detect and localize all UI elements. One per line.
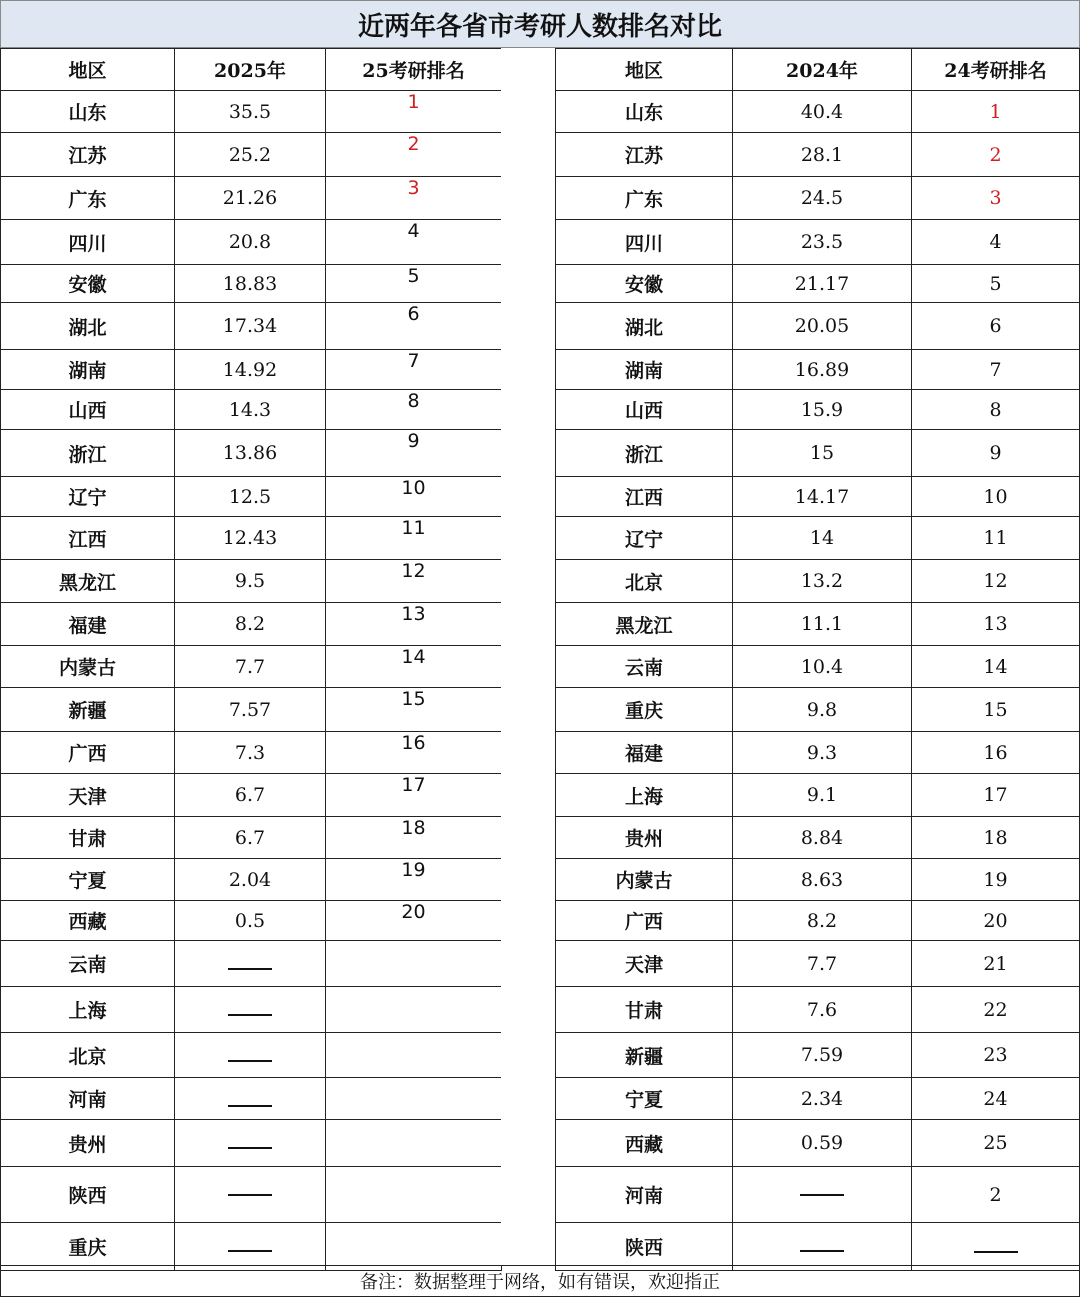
value-cell: 28.1	[733, 133, 912, 177]
value-cell: 20.8	[175, 220, 326, 265]
rank-cell: 15	[912, 688, 1080, 732]
rank-cell: 12	[326, 560, 502, 603]
region-cell: 河南	[1, 1078, 175, 1120]
region-cell: 新疆	[1, 688, 175, 732]
rank-cell: 18	[912, 817, 1080, 859]
table-row	[556, 517, 1080, 560]
table-row	[556, 560, 1080, 603]
value-cell: 8.2	[175, 603, 326, 646]
table-row	[1, 774, 502, 817]
value-cell: 6.7	[175, 817, 326, 859]
table-row	[1, 1120, 502, 1167]
value-cell: 9.5	[175, 560, 326, 603]
value-cell	[733, 1223, 912, 1271]
rank-cell: 6	[912, 303, 1080, 350]
value-cell: 15	[733, 430, 912, 477]
value-cell: 9.8	[733, 688, 912, 732]
column-header: 地区	[556, 49, 733, 91]
value-cell: 17.34	[175, 303, 326, 350]
column-header: 24考研排名	[912, 49, 1080, 91]
footer-note: 备注：数据整理于网络，如有错误，欢迎指正	[0, 1265, 1080, 1297]
empty-dash	[800, 1194, 844, 1196]
table-row	[1, 265, 502, 303]
value-cell: 0.59	[733, 1120, 912, 1167]
region-cell: 内蒙古	[556, 859, 733, 901]
table-row	[556, 1078, 1080, 1120]
empty-dash	[228, 1194, 272, 1196]
region-cell: 山西	[1, 390, 175, 430]
table-row	[556, 91, 1080, 133]
table-row	[1, 1223, 502, 1271]
value-cell: 13.86	[175, 430, 326, 477]
value-cell	[733, 1167, 912, 1223]
rank-cell: 9	[912, 430, 1080, 477]
region-cell: 重庆	[1, 1223, 175, 1271]
rank-cell	[326, 1120, 502, 1167]
table-row	[1, 646, 502, 688]
rank-cell: 4	[912, 220, 1080, 265]
value-cell: 7.7	[733, 941, 912, 987]
region-cell: 福建	[1, 603, 175, 646]
value-cell: 12.43	[175, 517, 326, 560]
region-cell: 西藏	[556, 1120, 733, 1167]
rank-cell: 17	[912, 774, 1080, 817]
rank-cell: 7	[326, 350, 502, 390]
value-cell: 7.59	[733, 1033, 912, 1078]
table-row	[556, 1167, 1080, 1223]
empty-dash	[228, 1105, 272, 1107]
value-cell: 35.5	[175, 91, 326, 133]
value-cell: 14	[733, 517, 912, 560]
column-header: 地区	[1, 49, 175, 91]
rank-cell: 4	[326, 220, 502, 265]
value-cell	[175, 1120, 326, 1167]
rank-cell: 7	[912, 350, 1080, 390]
region-cell: 湖南	[1, 350, 175, 390]
region-cell: 辽宁	[1, 477, 175, 517]
rank-cell: 3	[326, 177, 502, 220]
region-cell: 湖北	[1, 303, 175, 350]
rank-cell: 22	[912, 987, 1080, 1033]
empty-dash	[800, 1250, 844, 1252]
region-cell: 山东	[1, 91, 175, 133]
table-row	[1, 688, 502, 732]
region-cell: 北京	[556, 560, 733, 603]
table-row	[556, 987, 1080, 1033]
rank-cell: 10	[912, 477, 1080, 517]
rank-cell: 12	[912, 560, 1080, 603]
value-cell: 7.6	[733, 987, 912, 1033]
table-row	[556, 1223, 1080, 1271]
region-cell: 福建	[556, 732, 733, 774]
value-cell: 21.26	[175, 177, 326, 220]
region-cell: 贵州	[556, 817, 733, 859]
region-cell: 浙江	[1, 430, 175, 477]
region-cell: 内蒙古	[1, 646, 175, 688]
rank-cell: 2	[912, 133, 1080, 177]
region-cell: 安徽	[556, 265, 733, 303]
rank-cell	[326, 941, 502, 987]
table-row	[556, 688, 1080, 732]
rank-cell: 14	[326, 646, 502, 688]
value-cell: 25.2	[175, 133, 326, 177]
rank-cell: 5	[912, 265, 1080, 303]
table-gap	[501, 48, 555, 1266]
table-row	[1, 477, 502, 517]
rank-cell: 21	[912, 941, 1080, 987]
table-row	[556, 430, 1080, 477]
value-cell: 2.04	[175, 859, 326, 901]
rank-cell: 11	[912, 517, 1080, 560]
region-cell: 甘肃	[1, 817, 175, 859]
rank-cell: 16	[912, 732, 1080, 774]
value-cell: 7.3	[175, 732, 326, 774]
value-cell: 8.84	[733, 817, 912, 859]
table-row	[1, 901, 502, 941]
rank-cell: 3	[912, 177, 1080, 220]
table-row	[556, 817, 1080, 859]
region-cell: 天津	[556, 941, 733, 987]
table-row	[1, 303, 502, 350]
table-row	[1, 91, 502, 133]
rank-cell: 6	[326, 303, 502, 350]
region-cell: 贵州	[1, 1120, 175, 1167]
rank-cell: 24	[912, 1078, 1080, 1120]
empty-dash	[228, 1147, 272, 1149]
rank-cell: 13	[326, 603, 502, 646]
value-cell: 16.89	[733, 350, 912, 390]
table-2024	[555, 48, 1080, 1271]
value-cell: 6.7	[175, 774, 326, 817]
region-cell: 山东	[556, 91, 733, 133]
value-cell: 21.17	[733, 265, 912, 303]
value-cell: 7.7	[175, 646, 326, 688]
table-row	[1, 133, 502, 177]
table-row	[556, 941, 1080, 987]
rank-cell	[326, 987, 502, 1033]
region-cell: 宁夏	[556, 1078, 733, 1120]
empty-dash	[974, 1251, 1018, 1253]
table-row	[1, 177, 502, 220]
table-row	[556, 477, 1080, 517]
table-row	[1, 817, 502, 859]
rank-cell	[326, 1078, 502, 1120]
column-header: 25考研排名	[326, 49, 502, 91]
rank-cell: 14	[912, 646, 1080, 688]
region-cell: 湖北	[556, 303, 733, 350]
value-cell: 14.92	[175, 350, 326, 390]
region-cell: 上海	[556, 774, 733, 817]
table-row	[556, 1033, 1080, 1078]
region-cell: 陕西	[556, 1223, 733, 1271]
value-cell: 7.57	[175, 688, 326, 732]
region-cell: 甘肃	[556, 987, 733, 1033]
table-title: 近两年各省市考研人数排名对比	[0, 0, 1080, 48]
table-row	[556, 1120, 1080, 1167]
column-header: 2025年	[175, 49, 326, 91]
value-cell	[175, 1223, 326, 1271]
table-row	[556, 177, 1080, 220]
table-row	[1, 390, 502, 430]
rank-cell: 2	[912, 1167, 1080, 1223]
rank-cell: 8	[326, 390, 502, 430]
value-cell	[175, 1033, 326, 1078]
table-row	[556, 646, 1080, 688]
value-cell: 11.1	[733, 603, 912, 646]
value-cell: 10.4	[733, 646, 912, 688]
region-cell: 黑龙江	[556, 603, 733, 646]
rank-cell: 8	[912, 390, 1080, 430]
region-cell: 江苏	[1, 133, 175, 177]
value-cell: 8.63	[733, 859, 912, 901]
region-cell: 浙江	[556, 430, 733, 477]
region-cell: 江西	[556, 477, 733, 517]
value-cell: 8.2	[733, 901, 912, 941]
rank-cell: 25	[912, 1120, 1080, 1167]
value-cell: 18.83	[175, 265, 326, 303]
region-cell: 云南	[1, 941, 175, 987]
empty-dash	[228, 1250, 272, 1252]
value-cell: 20.05	[733, 303, 912, 350]
rank-cell: 17	[326, 774, 502, 817]
rank-cell: 1	[326, 91, 502, 133]
region-cell: 江西	[1, 517, 175, 560]
table-row	[1, 517, 502, 560]
table-row	[556, 133, 1080, 177]
value-cell: 15.9	[733, 390, 912, 430]
table-row	[556, 732, 1080, 774]
region-cell: 陕西	[1, 1167, 175, 1223]
rank-cell: 13	[912, 603, 1080, 646]
value-cell: 14.17	[733, 477, 912, 517]
table-row	[556, 265, 1080, 303]
table-row	[1, 220, 502, 265]
empty-dash	[228, 1014, 272, 1016]
table-row	[1, 732, 502, 774]
table-row	[556, 901, 1080, 941]
value-cell: 0.5	[175, 901, 326, 941]
table-row	[1, 987, 502, 1033]
rank-cell: 1	[912, 91, 1080, 133]
value-cell: 12.5	[175, 477, 326, 517]
value-cell: 9.3	[733, 732, 912, 774]
table-row	[1, 1078, 502, 1120]
table-row	[556, 603, 1080, 646]
region-cell: 上海	[1, 987, 175, 1033]
region-cell: 湖南	[556, 350, 733, 390]
rank-cell: 2	[326, 133, 502, 177]
column-header: 2024年	[733, 49, 912, 91]
empty-dash	[228, 1060, 272, 1062]
region-cell: 天津	[1, 774, 175, 817]
region-cell: 河南	[556, 1167, 733, 1223]
table-row	[1, 1167, 502, 1223]
rank-cell	[326, 1033, 502, 1078]
rank-cell: 19	[912, 859, 1080, 901]
rank-cell	[912, 1223, 1080, 1271]
region-cell: 四川	[1, 220, 175, 265]
table-row	[1, 1033, 502, 1078]
value-cell: 40.4	[733, 91, 912, 133]
value-cell: 23.5	[733, 220, 912, 265]
value-cell: 9.1	[733, 774, 912, 817]
region-cell: 云南	[556, 646, 733, 688]
region-cell: 安徽	[1, 265, 175, 303]
table-row	[1, 350, 502, 390]
value-cell	[175, 987, 326, 1033]
region-cell: 黑龙江	[1, 560, 175, 603]
table-row	[1, 941, 502, 987]
table-row	[556, 859, 1080, 901]
table-row	[1, 430, 502, 477]
rank-cell: 23	[912, 1033, 1080, 1078]
value-cell: 24.5	[733, 177, 912, 220]
rank-cell: 18	[326, 817, 502, 859]
region-cell: 山西	[556, 390, 733, 430]
rank-cell: 20	[326, 901, 502, 941]
region-cell: 辽宁	[556, 517, 733, 560]
region-cell: 广西	[1, 732, 175, 774]
table-2025	[0, 48, 502, 1271]
rank-cell: 15	[326, 688, 502, 732]
region-cell: 江苏	[556, 133, 733, 177]
region-cell: 广东	[556, 177, 733, 220]
rank-cell: 9	[326, 430, 502, 477]
rank-cell	[326, 1167, 502, 1223]
table-row	[556, 303, 1080, 350]
region-cell: 新疆	[556, 1033, 733, 1078]
table-row	[556, 220, 1080, 265]
region-cell: 广东	[1, 177, 175, 220]
value-cell	[175, 941, 326, 987]
table-row	[556, 390, 1080, 430]
rank-cell: 16	[326, 732, 502, 774]
value-cell	[175, 1167, 326, 1223]
rank-cell	[326, 1223, 502, 1271]
header-row	[1, 49, 502, 91]
rank-cell: 5	[326, 265, 502, 303]
region-cell: 西藏	[1, 901, 175, 941]
value-cell: 13.2	[733, 560, 912, 603]
rank-cell: 11	[326, 517, 502, 560]
table-row	[1, 603, 502, 646]
region-cell: 宁夏	[1, 859, 175, 901]
value-cell: 14.3	[175, 390, 326, 430]
region-cell: 北京	[1, 1033, 175, 1078]
table-row	[1, 560, 502, 603]
table-row	[556, 350, 1080, 390]
rank-cell: 10	[326, 477, 502, 517]
region-cell: 广西	[556, 901, 733, 941]
value-cell: 2.34	[733, 1078, 912, 1120]
region-cell: 重庆	[556, 688, 733, 732]
value-cell	[175, 1078, 326, 1120]
empty-dash	[228, 968, 272, 970]
rank-cell: 20	[912, 901, 1080, 941]
table-row	[1, 859, 502, 901]
header-row	[556, 49, 1080, 91]
region-cell: 四川	[556, 220, 733, 265]
rank-cell: 19	[326, 859, 502, 901]
table-row	[556, 774, 1080, 817]
